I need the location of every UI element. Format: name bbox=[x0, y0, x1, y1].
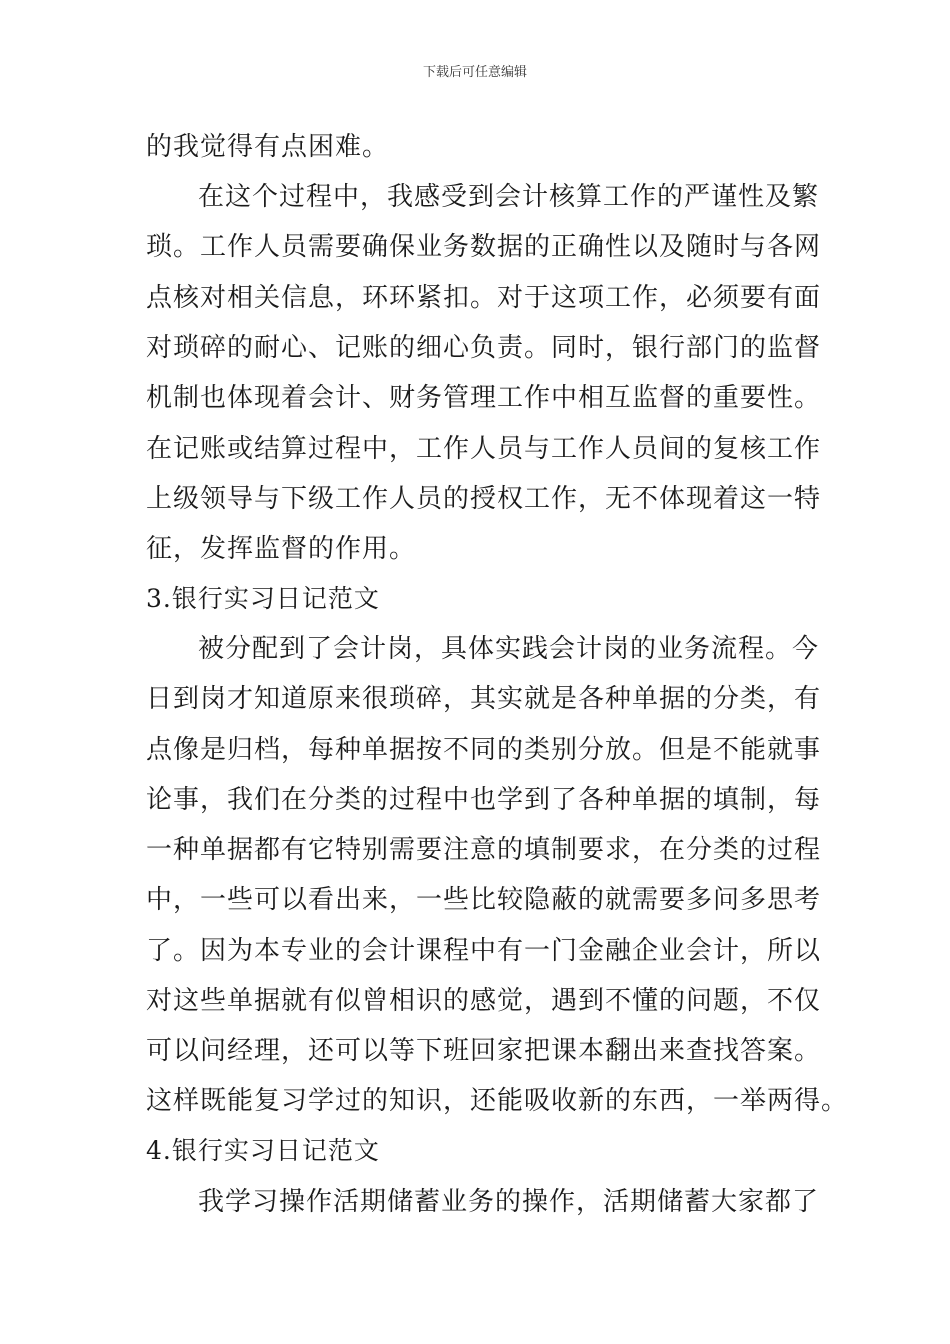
paragraph-first-line: 被分配到了会计岗，具体实践会计岗的业务流程。今 bbox=[198, 634, 820, 664]
text-line: 机制也体现着会计、财务管理工作中相互监督的重要性。 bbox=[146, 383, 822, 413]
paragraph-first-line: 在这个过程中，我感受到会计核算工作的严谨性及繁 bbox=[198, 182, 820, 212]
section-heading: 4.银行实习日记范文 bbox=[146, 1136, 380, 1165]
text-line: 了。因为本专业的会计课程中有一门金融企业会计，所以 bbox=[146, 936, 822, 966]
text-line: 的我觉得有点困难。 bbox=[146, 132, 390, 162]
text-line: 琐。工作人员需要确保业务数据的正确性以及随时与各网 bbox=[146, 232, 822, 262]
page-header: 下载后可任意编辑 bbox=[422, 65, 527, 80]
paragraph-first-line: 我学习操作活期储蓄业务的操作，活期储蓄大家都了 bbox=[198, 1187, 820, 1217]
text-line: 这样既能复习学过的知识，还能吸收新的东西，一举两得。 bbox=[146, 1086, 849, 1116]
section-heading: 3.银行实习日记范文 bbox=[146, 584, 380, 613]
text-line: 对这些单据就有似曾相识的感觉，遇到不懂的问题，不仅 bbox=[146, 986, 822, 1016]
text-line: 在记账或结算过程中，工作人员与工作人员间的复核工作 bbox=[146, 434, 822, 464]
text-line: 可以问经理，还可以等下班回家把课本翻出来查找答案。 bbox=[146, 1036, 822, 1066]
text-line: 对琐碎的耐心、记账的细心负责。同时，银行部门的监督 bbox=[146, 333, 822, 363]
text-line: 一种单据都有它特别需要注意的填制要求，在分类的过程 bbox=[146, 835, 822, 865]
text-line: 论事，我们在分类的过程中也学到了各种单据的填制，每 bbox=[146, 785, 822, 815]
text-line: 点像是归档，每种单据按不同的类别分放。但是不能就事 bbox=[146, 735, 822, 765]
text-line: 中，一些可以看出来，一些比较隐蔽的就需要多问多思考 bbox=[146, 885, 822, 915]
text-line: 上级领导与下级工作人员的授权工作，无不体现着这一特 bbox=[146, 484, 822, 514]
text-line: 征，发挥监督的作用。 bbox=[146, 534, 417, 564]
text-line: 日到岗才知道原来很琐碎，其实就是各种单据的分类，有 bbox=[146, 684, 822, 714]
text-line: 点核对相关信息，环环紧扣。对于这项工作，必须要有面 bbox=[146, 283, 822, 313]
